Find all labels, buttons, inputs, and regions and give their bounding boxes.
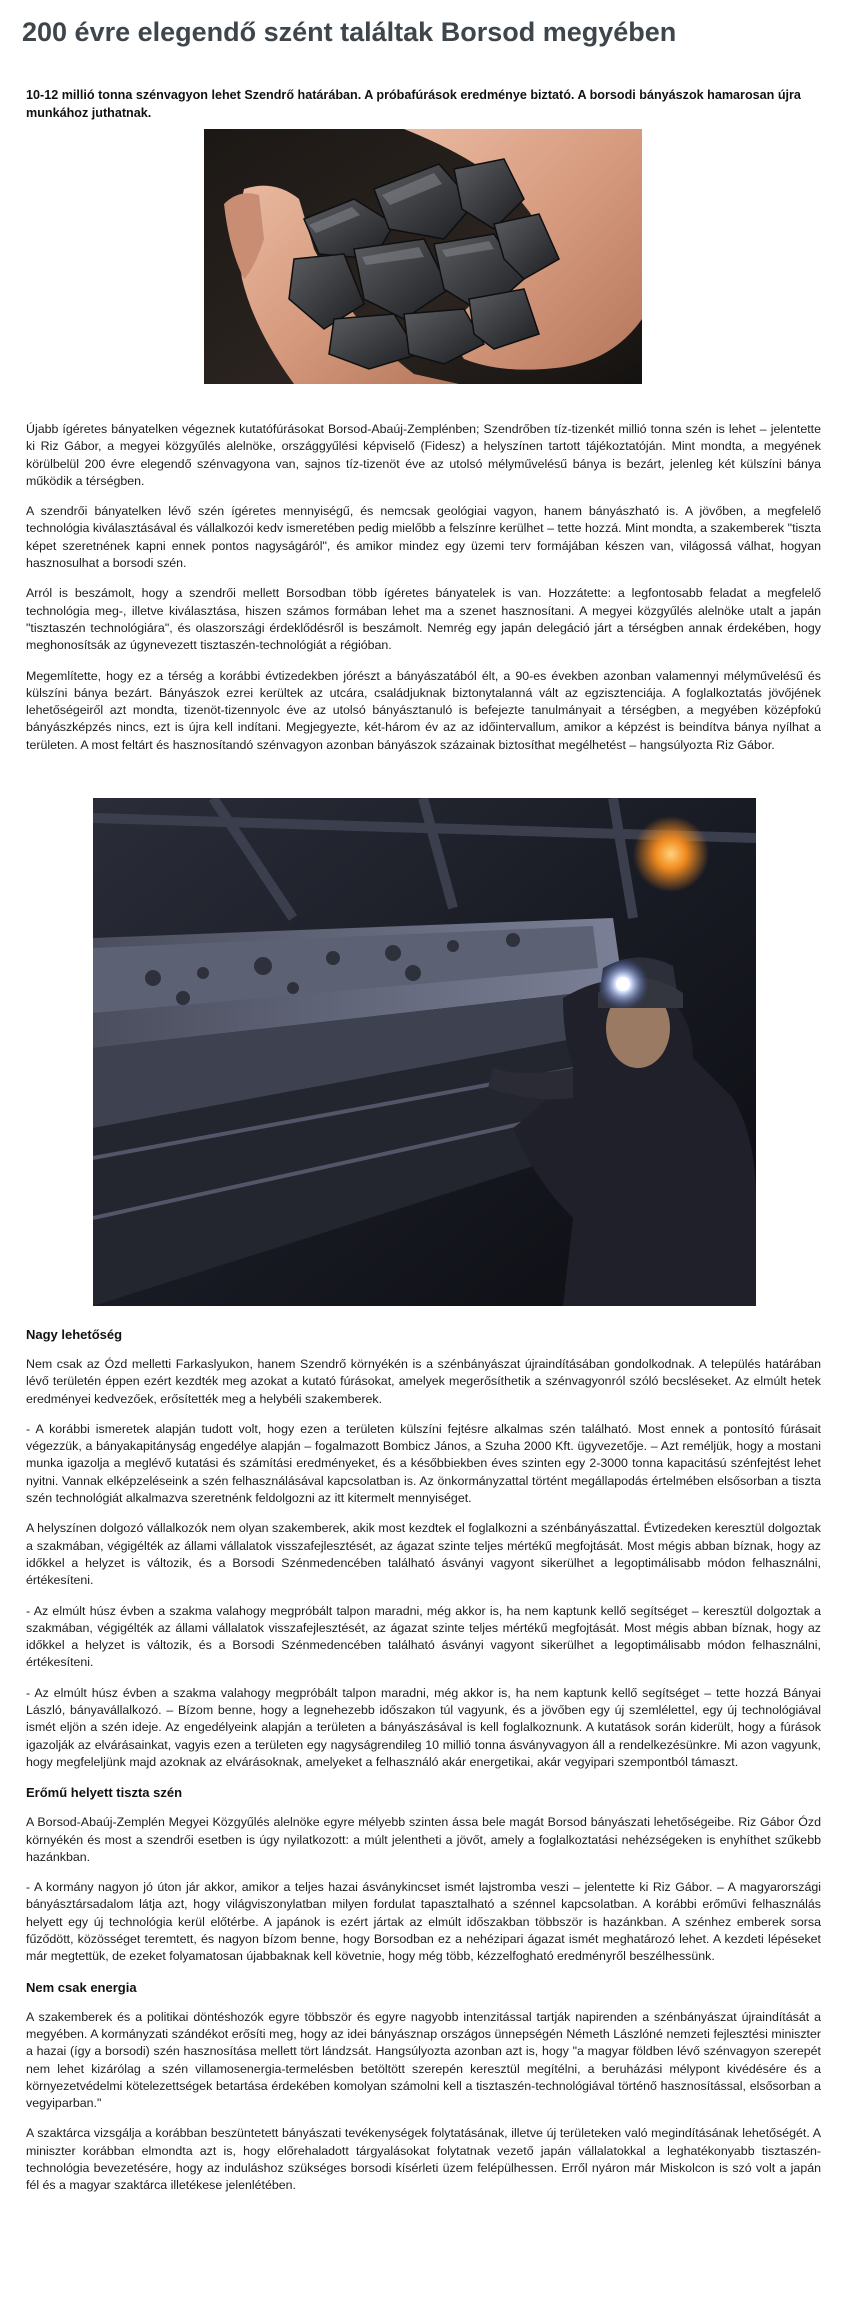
article-body-part2 bbox=[26, 1326, 821, 2208]
article-title: 200 évre elegendő szént találtak Borsod megyében bbox=[22, 17, 677, 47]
paragraph: A szaktárca vizsgálja a korábban beszüntetett bányászati tevékenységek folytatásának, illetve új területeken való megindításának lehetőségét. A miniszter korábban elmondta azt is, hogy előrehaladott tárgyalásokat folytatnak vezető japán vállalatokkal a leghatékonyabb tisztaszén-technológia bevezetésére, hogy az induláshoz szükséges borsodi kísérleti üzem felépülhessen. Erről nyáron már Miskolcon is szó volt a japán fél és a magyar szaktárca illetékese jelenlétében. bbox=[26, 2126, 821, 2193]
paragraph: - A kormány nagyon jó úton jár akkor, amikor a teljes hazai ásványkincset ismét lajstromba veszi – jelentette ki Riz Gábor. – A magyarországi bányásztársadalom látja azt, hogy világviszonylatban milyen fordulat tapasztalható a szénnel kapcsolatban. A korábbi erőművi felhasználás helyett egy új technológia kerül előtérbe. A japánok is ezért jártak az elmúlt időszakban többször is hazánkban. A szénhez emberek sorsa fűződött, közösséget teremtett, és nagyon bízom benne, hogy Borsodban ez a nehézipari ágazat ismét meghatározó lehet. A kezdeti lépéseket már megtettük, de ezeket folyamatosan újabbaknak kell követnie, hogy még több, kézzelfogható eredményről beszélhessünk. bbox=[26, 1880, 821, 1964]
paragraph: A szendrői bányatelken lévő szén ígéretes mennyiségű, és nemcsak geológiai vagyon, hanem bányászható is. A jövőben, a megfelelő technológia kiválasztásával és vállalkozói kedv ismeretében pedig mielőbb a felszínre kerülhet – tette hozzá. Mint mondta, a szakemberek "tiszta képet szeretnének kapni ennek pontos nagyságáról", és amikor mindez egy üzemi terv formájában készen van, világossá válhat, hogyan hasznosulhat a borsodi szén. bbox=[26, 504, 821, 571]
paragraph: Újabb ígéretes bányatelken végeznek kutatófúrásokat Borsod-Abaúj-Zemplénben; Szendrőben tíz-tizenkét millió tonna szén is lehet – jelentette ki Riz Gábor, a megyei közgyűlés alelnöke, országgyűlési képviselő (Fidesz) a helyszínen tartott tájékoztatóján. Mint mondta, a megyének körülbelül 200 évre elegendő szénvagyona van, sajnos tíz-tizenöt éve az utolsó mélyművelésű bánya is bezárt, jelenleg két külszíni bánya működik a térségben. bbox=[26, 422, 821, 488]
paragraph: - A korábbi ismeretek alapján tudott volt, hogy ezen a területen külszíni fejtésre alkalmas szén található. Most ennek a pontosító fúrásait végezzük, a bányakapitányság engedélye alapján – fogalmazott Bombicz János, a Szuha 2000 Kft. ügyvezetője. – Azt reméljük, hogy a mostani munka igazolja a meglévő kutatási és számítási eredményeket, és a későbbiekben éves szinten egy 2-3000 tonna kapacitású szénfejtést lehet nyitni. Vannak elképzeléseink a szén felhasználásával kapcsolatban is. Az önkormányzattal történt megállapodás értelmében elsősorban a tiszta szén technológiát alkalmazva szeretnénk feldolgozni az itt kitermelt mennyiséget. bbox=[26, 1421, 821, 1506]
section-heading: Nagy lehetőség bbox=[26, 1327, 123, 1342]
paragraph: Arról is beszámolt, hogy a szendrői mellett Borsodban több ígéretes bányatelek is van. Hozzátette: a legfontosabb feladat a megfelelő technológia meg-, illetve kiválasztása, hiszen számos formában lehet ma a szenet hasznosítani. A megyei közgyűlés alelnöke utalt a japán "tisztaszén technológiára", és olaszországi érdeklődésről is beszámolt. Nemrég egy japán delegáció járt a térségben annak érdekében, hogy meghonosítsák az úgynevezett tisztaszén-technológiát a régióban. bbox=[26, 586, 821, 653]
section-heading: Erőmű helyett tiszta szén bbox=[26, 1785, 183, 1801]
article-body-part1 bbox=[26, 421, 821, 767]
coal-in-hands-photo bbox=[204, 129, 642, 384]
coal-in-hands-image bbox=[204, 129, 642, 384]
paragraph: - Az elmúlt húsz évben a szakma valahogy megpróbált talpon maradni, még akkor is, ha nem kaptunk kellő segítséget – keresztül dolgoztak a szakmában, végigélték az állami vállalatok visszafejlesztését, az ágazat szinte teljes mértékű megfojtását. Most mégis abban bíznak, hogy az időkkel a helyzet is változik, és a Borsodi Szénmedencében található ásványi vagyont sikerülhet a legoptimálisabb módon felhasználni, értékesíteni. bbox=[26, 1603, 821, 1670]
miner-underground-image bbox=[93, 798, 756, 1306]
paragraph: Megemlítette, hogy ez a térség a korábbi évtizedekben jórészt a bányászatából élt, a 90-es években azonban valamennyi mélyművelésű és külszíni bánya bezárt. Bányászok ezrei kerültek az utcára, családjuknak biztonytalanná vált az egzisztenciája. A foglalkoztatás jövőjének lehetőségeiről azt mondta, tizenöt-tizennyolc éve az utolsó bányásztanuló is befejezte tanulmányait a térségben, a megyében középfokú bányászképzés nincs, ezt is újra kell indítani. Megjegyezte, két-három év az az időintervallum, amikor a képzést is beindítva bánya nyílhat a területen. A most feltárt és hasznosítandó szénvagyon azonban bányászok százainak biztosíthat megélhetést – hangsúlyozta Riz Gábor. bbox=[26, 668, 821, 752]
paragraph: - Az elmúlt húsz évben a szakma valahogy megpróbált talpon maradni, még akkor is, ha nem kaptunk kellő segítséget – tette hozzá Bányai László, bányavállalkozó. – Bízom benne, hogy a legnehezebb időszakon túl vagyunk, és a jövőben egy új szemlélettel, egy új technológiával ismét eljön a szén ideje. Az engedélyeink alapján a területen a bányászásával is kell foglalkoznunk. A kutatások során kiderült, hogy a fúrások igazolják az elvárásainkat, vagyis ezen a területen egy nagyságrendileg 10 millió tonna ásványvagyon áll a rendelkezésünkre. Mi azon vagyunk, hogy megfeleljünk majd azoknak az elvárásoknak, amelyeket a felhasználó akár energetikai, akár vegyipari szempontból támaszt. bbox=[26, 1685, 821, 1769]
section-heading: Nem csak energia bbox=[26, 1979, 137, 1995]
paragraph: A Borsod-Abaúj-Zemplén Megyei Közgyűlés alelnöke egyre mélyebb szinten ássa bele magát Borsod bányászati lehetőségeibe. Riz Gábor Ózd környékén és most a szendrői esetben is úgy nyilatkozott: a múlt jelentheti a jövőt, amely a foglalkoztatási nehézségeken is enyhíthet szűkebb hazánkban. bbox=[26, 1815, 821, 1864]
article-lead: 10-12 millió tonna szénvagyon lehet Szendrő határában. A próbafúrások eredménye biztató. A borsodi bányászok hamarosan újra munkához juthatnak. bbox=[26, 88, 801, 120]
paragraph: A szakemberek és a politikai döntéshozók egyre többször és egyre nagyobb intenzitással tartják napirenden a szénbányászat újraindítását a megyében. A kormányzati szándékot erősíti meg, hogy az idei bányásznap országos ünnepségén Németh Lászlóné nemzeti fejlesztési miniszter a hazai (így a borsodi) szén hasznosítása mellett tört lándzsát. Hangsúlyozta azonban azt is, hogy "a magyar földben lévő szénvagyon szerepét nem lehet kizárólag a szén villamosenergia-termelésben betöltött szerepén keresztül megítélni, a beruházási mélypont kivédésére és a környezetvédelmi kötelezettségek betartása érdekében komolyan számolni kell a tisztaszén-technológiával történő hasznosítással, elsősorban a vegyiparban." bbox=[26, 2009, 821, 2111]
miner-photo bbox=[93, 798, 756, 1306]
paragraph: A helyszínen dolgozó vállalkozók nem olyan szakemberek, akik most kezdtek el foglalkozni a szénbányászattal. Évtizedeken keresztül dolgoztak a szakmában, végigélték az állami vállalatok visszafejlesztését, az ágazat szinte teljes mértékű megfojtását. Most mégis abban bíznak, hogy az időkkel a helyzet is változik, és a Borsodi Szénmedencében található ásványi vagyont sikerülhet a legoptimálisabb módon felhasználni, értékesíteni. bbox=[26, 1521, 821, 1588]
paragraph: Nem csak az Ózd melletti Farkaslyukon, hanem Szendrő környékén is a szénbányászat újraindításában gondolkodnak. A település határában lévő területén éppen ezért kezdték meg azokat a kutató fúrásokat, amelyek megerősíthetik a szénvagyonról szóló becsléseket. Az elmúlt hetek eredményei kedvezőek, erősítették meg a helybéli szakemberek. bbox=[26, 1357, 821, 1406]
